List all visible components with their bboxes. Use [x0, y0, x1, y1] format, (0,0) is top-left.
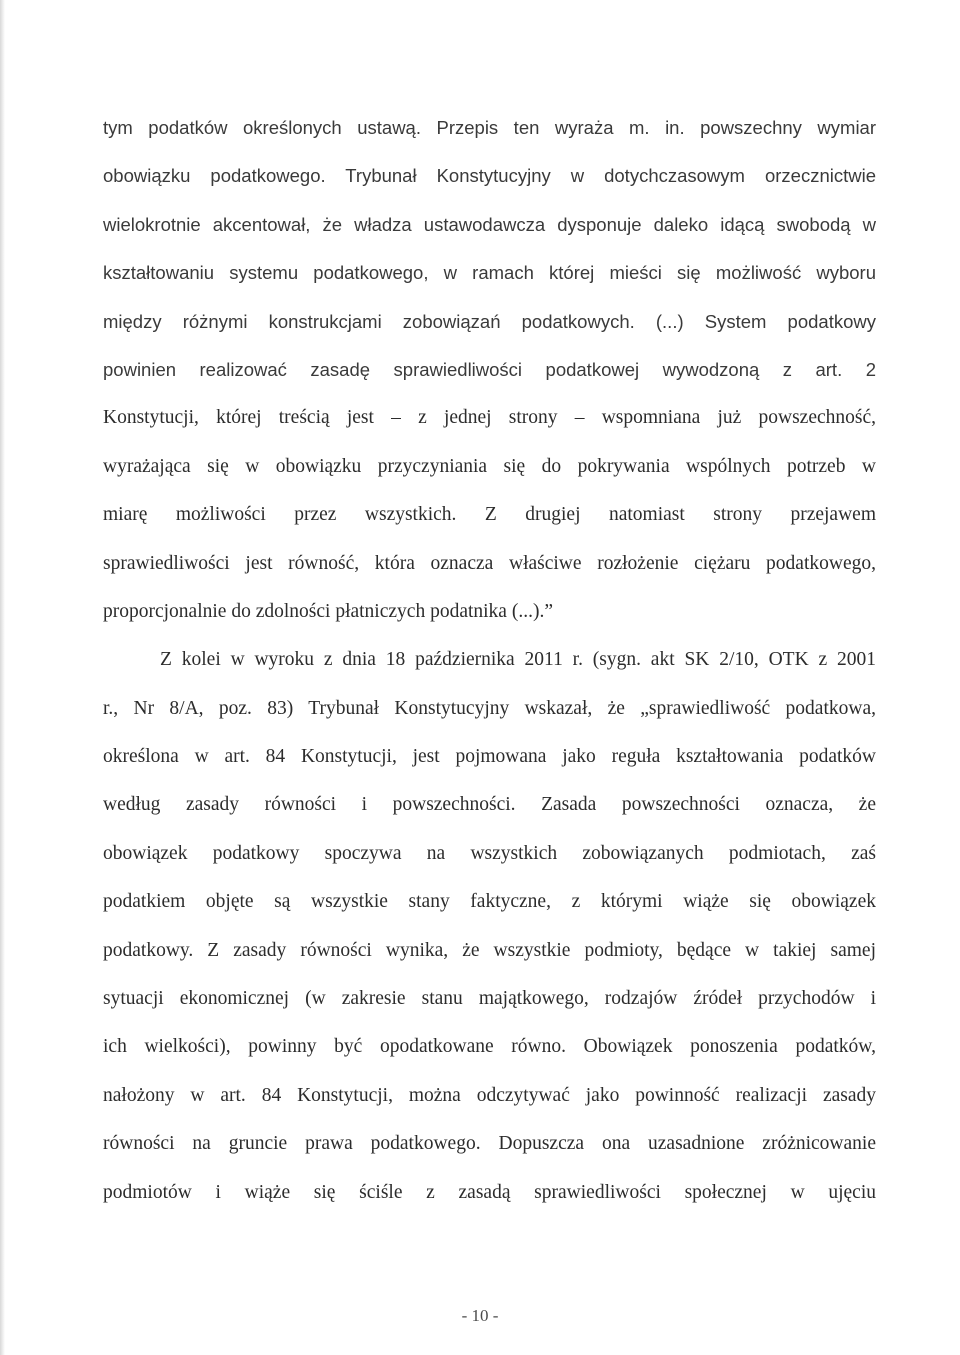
text-line: kształtowaniu systemu podatkowego, w ramach której mieści się możliwość wyboru — [103, 262, 876, 284]
text-line: Z kolei w wyroku z dnia 18 października 2011 r. (sygn. akt SK 2/10, OTK z 2001 — [160, 649, 876, 671]
text-line: Konstytucji, której treścią jest – z jednej strony – wspomniana już powszechność, — [103, 407, 876, 429]
text-line: sytuacji ekonomicznej (w zakresie stanu majątkowego, rodzajów źródeł przychodów i — [103, 988, 876, 1010]
text-line: określona w art. 84 Konstytucji, jest pojmowana jako reguła kształtowania podatków — [103, 746, 876, 768]
text-line: wyrażająca się w obowiązku przyczyniania się do pokrywania wspólnych potrzeb w — [103, 455, 876, 477]
text-line: według zasady równości i powszechności. Zasada powszechności oznacza, że — [103, 794, 876, 816]
text-line: podatkowy. Z zasady równości wynika, że wszystkie podmioty, będące w takiej samej — [103, 939, 876, 961]
text-line: powinien realizować zasadę sprawiedliwości podatkowej wywodzoną z art. 2 — [103, 358, 876, 380]
document-body — [103, 104, 876, 1217]
paragraph-1 — [103, 104, 876, 636]
text-line: obowiązek podatkowy spoczywa na wszystkich zobowiązanych podmiotach, zaś — [103, 842, 876, 864]
text-line: równości na gruncie prawa podatkowego. Dopuszcza ona uzasadnione zróżnicowanie — [103, 1133, 876, 1155]
scan-edge — [0, 0, 5, 1355]
text-line: miarę możliwości przez wszystkich. Z drugiej natomiast strony przejawem — [103, 504, 876, 526]
text-line: tym podatków określonych ustawą. Przepis ten wyraża m. in. powszechny wymiar — [103, 117, 876, 138]
text-line: nałożony w art. 84 Konstytucji, można odczytywać jako powinność realizacji zasady — [103, 1084, 876, 1106]
text-line: ich wielkości), powinny być opodatkowane równo. Obowiązek ponoszenia podatków, — [103, 1036, 876, 1058]
text-line: podmiotów i wiąże się ściśle z zasadą sprawiedliwości społecznej w ujęciu — [103, 1181, 876, 1203]
text-line: między różnymi konstrukcjami zobowiązań podatkowych. (...) System podatkowy — [103, 310, 876, 332]
text-line: wielokrotnie akcentował, że władza ustawodawcza dysponuje daleko idącą swobodą w — [103, 213, 876, 235]
text-line: podatkiem objęte są wszystkie stany faktyczne, z którymi wiąże się obowiązek — [103, 891, 876, 913]
text-line: obowiązku podatkowego. Trybunał Konstytucyjny w dotychczasowym orzecznictwie — [103, 165, 876, 187]
text-line: sprawiedliwości jest równość, która oznacza właściwe rozłożenie ciężaru podatkowego, — [103, 552, 876, 574]
text-line: r., Nr 8/A, poz. 83) Trybunał Konstytucyjny wskazał, że „sprawiedliwość podatkowa, — [103, 697, 876, 719]
text-line: proporcjonalnie do zdolności płatniczych podatnika (...).” — [103, 600, 553, 622]
page-number: - 10 - — [461, 1306, 499, 1325]
paragraph-2 — [103, 636, 876, 1217]
